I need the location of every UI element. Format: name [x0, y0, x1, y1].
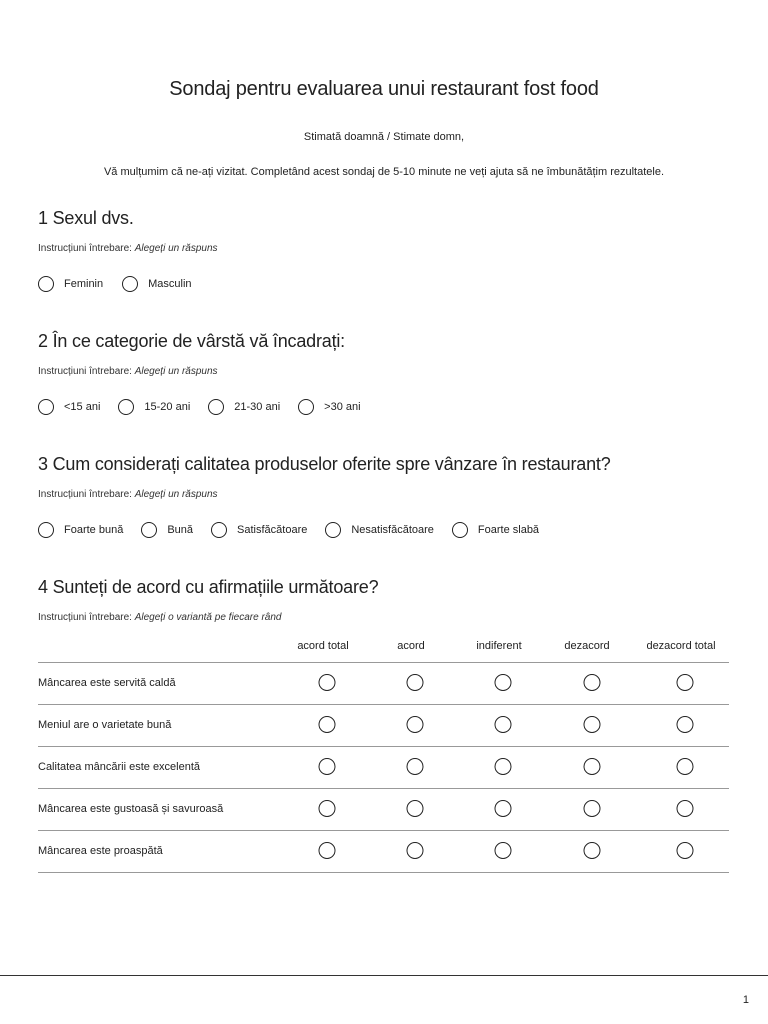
- radio-circle-icon[interactable]: [38, 522, 54, 538]
- radio-cell[interactable]: [584, 758, 601, 775]
- option-21-30[interactable]: [208, 399, 280, 415]
- matrix-row: [38, 831, 729, 873]
- intro-text: Vă mulțumim că ne-ați vizitat. Completând acest sondaj de 5-10 minute ne veți ajuta să ne îmbunătățim rezultatele.: [103, 166, 665, 178]
- row-label: Mâncarea este gustoasă și savuroasă: [38, 803, 224, 815]
- radio-circle-icon[interactable]: [677, 716, 694, 733]
- question-1-title: 1 Sexul dvs.: [38, 208, 134, 228]
- option-feminin[interactable]: [38, 276, 103, 292]
- option-foarte-buna[interactable]: [38, 522, 123, 538]
- instruction-text: Alegeți un răspuns: [134, 243, 218, 254]
- column-header: acord total: [297, 640, 349, 652]
- row-label: Mâncarea este servită caldă: [38, 677, 176, 689]
- radio-circle-icon[interactable]: [584, 758, 601, 775]
- radio-circle-icon[interactable]: [319, 758, 336, 775]
- option-masculin[interactable]: [122, 276, 191, 292]
- radio-cell[interactable]: [677, 758, 694, 775]
- question-4-instruction: [38, 612, 281, 623]
- question-4-title: 4 Sunteți de acord cu afirmațiile următoare?: [38, 577, 379, 597]
- radio-circle-icon[interactable]: [122, 276, 138, 292]
- instruction-prefix: Instrucțiuni întrebare:: [38, 612, 135, 623]
- radio-cell[interactable]: [319, 758, 336, 775]
- radio-circle-icon[interactable]: [38, 399, 54, 415]
- radio-cell[interactable]: [584, 716, 601, 733]
- radio-cell[interactable]: [584, 800, 601, 817]
- radio-circle-icon[interactable]: [319, 674, 336, 691]
- column-header: dezacord: [564, 640, 610, 652]
- radio-circle-icon[interactable]: [677, 842, 694, 859]
- radio-circle-icon[interactable]: [495, 800, 512, 817]
- radio-circle-icon[interactable]: [495, 758, 512, 775]
- radio-cell[interactable]: [319, 842, 336, 859]
- radio-cell[interactable]: [407, 716, 424, 733]
- matrix-row: [38, 789, 729, 831]
- question-1-instruction: [38, 243, 218, 254]
- option-nesatisfacatoare[interactable]: [325, 522, 434, 538]
- row-label: Mâncarea este proaspătă: [38, 845, 163, 857]
- radio-circle-icon[interactable]: [407, 842, 424, 859]
- option-label: Nesatisfăcătoare: [351, 524, 434, 536]
- radio-circle-icon[interactable]: [584, 842, 601, 859]
- radio-circle-icon[interactable]: [407, 800, 424, 817]
- question-2-title: 2 În ce categorie de vârstă vă încadrați:: [38, 331, 345, 351]
- radio-circle-icon[interactable]: [407, 674, 424, 691]
- instruction-prefix: Instrucțiuni întrebare:: [38, 366, 135, 377]
- instruction-prefix: Instrucțiuni întrebare:: [38, 243, 135, 254]
- radio-circle-icon[interactable]: [677, 800, 694, 817]
- radio-cell[interactable]: [319, 800, 336, 817]
- radio-cell[interactable]: [319, 674, 336, 691]
- radio-cell[interactable]: [677, 674, 694, 691]
- matrix-row: [38, 663, 729, 705]
- matrix-row: [38, 705, 729, 747]
- option-label: <15 ani: [64, 401, 101, 413]
- radio-cell[interactable]: [584, 842, 601, 859]
- instruction-text: Alegeți o variantă pe fiecare rând: [134, 612, 282, 623]
- option-satisfacatoare[interactable]: [211, 522, 307, 538]
- radio-circle-icon[interactable]: [319, 716, 336, 733]
- radio-cell[interactable]: [319, 716, 336, 733]
- radio-circle-icon[interactable]: [319, 800, 336, 817]
- footer-divider: [0, 975, 768, 976]
- radio-circle-icon[interactable]: [677, 758, 694, 775]
- matrix-header: [38, 638, 729, 663]
- radio-cell[interactable]: [677, 842, 694, 859]
- radio-circle-icon[interactable]: [584, 674, 601, 691]
- question-3-instruction: [38, 489, 218, 500]
- column-header: indiferent: [476, 640, 522, 652]
- option-under-15[interactable]: [38, 399, 100, 415]
- radio-circle-icon[interactable]: [677, 674, 694, 691]
- radio-circle-icon[interactable]: [584, 800, 601, 817]
- radio-cell[interactable]: [407, 758, 424, 775]
- question-2-options: [38, 399, 379, 415]
- option-over-30[interactable]: [298, 399, 360, 415]
- page-number: 1: [742, 994, 749, 1006]
- row-label: Meniul are o varietate bună: [38, 719, 172, 731]
- question-3-title: 3 Cum considerați calitatea produselor oferite spre vânzare în restaurant?: [38, 454, 611, 474]
- instruction-text: Alegeți un răspuns: [134, 366, 218, 377]
- radio-circle-icon[interactable]: [118, 399, 134, 415]
- option-buna[interactable]: [141, 522, 193, 538]
- question-3-options: [38, 522, 557, 538]
- radio-circle-icon[interactable]: [495, 674, 512, 691]
- agreement-matrix: [38, 638, 729, 873]
- option-label: Masculin: [148, 278, 192, 290]
- survey-title: Sondaj pentru evaluarea unui restaurant fost food: [169, 78, 599, 100]
- question-1-options: [38, 276, 210, 292]
- radio-circle-icon[interactable]: [319, 842, 336, 859]
- instruction-text: Alegeți un răspuns: [134, 489, 218, 500]
- option-foarte-slaba[interactable]: [452, 522, 539, 538]
- radio-circle-icon[interactable]: [211, 522, 227, 538]
- question-2-instruction: [38, 366, 218, 377]
- option-label: Foarte slabă: [477, 524, 540, 536]
- radio-circle-icon[interactable]: [495, 842, 512, 859]
- radio-circle-icon[interactable]: [407, 758, 424, 775]
- radio-cell[interactable]: [495, 800, 512, 817]
- radio-circle-icon[interactable]: [452, 522, 468, 538]
- radio-circle-icon[interactable]: [407, 716, 424, 733]
- radio-circle-icon[interactable]: [495, 716, 512, 733]
- radio-circle-icon[interactable]: [298, 399, 314, 415]
- radio-cell[interactable]: [584, 674, 601, 691]
- option-label: Satisfăcătoare: [237, 524, 308, 536]
- radio-cell[interactable]: [495, 716, 512, 733]
- column-header: acord: [397, 640, 425, 652]
- instruction-prefix: Instrucțiuni întrebare:: [38, 489, 135, 500]
- option-label: Bună: [167, 524, 194, 536]
- radio-circle-icon[interactable]: [208, 399, 224, 415]
- radio-cell[interactable]: [407, 674, 424, 691]
- column-header: dezacord total: [646, 640, 716, 652]
- option-label: Feminin: [64, 278, 104, 290]
- radio-cell[interactable]: [677, 800, 694, 817]
- row-label: Calitatea mâncării este excelentă: [38, 761, 201, 773]
- radio-cell[interactable]: [407, 800, 424, 817]
- radio-cell[interactable]: [495, 842, 512, 859]
- radio-cell[interactable]: [407, 842, 424, 859]
- radio-circle-icon[interactable]: [584, 716, 601, 733]
- radio-cell[interactable]: [677, 716, 694, 733]
- greeting-text: Stimată doamnă / Stimate domn,: [303, 131, 465, 143]
- option-15-20[interactable]: [118, 399, 190, 415]
- option-label: 21-30 ani: [234, 401, 281, 413]
- radio-circle-icon[interactable]: [325, 522, 341, 538]
- radio-cell[interactable]: [495, 758, 512, 775]
- option-label: 15-20 ani: [144, 401, 191, 413]
- radio-circle-icon[interactable]: [141, 522, 157, 538]
- option-label: >30 ani: [324, 401, 361, 413]
- radio-circle-icon[interactable]: [38, 276, 54, 292]
- matrix-row: [38, 747, 729, 789]
- radio-cell[interactable]: [495, 674, 512, 691]
- option-label: Foarte bună: [64, 524, 124, 536]
